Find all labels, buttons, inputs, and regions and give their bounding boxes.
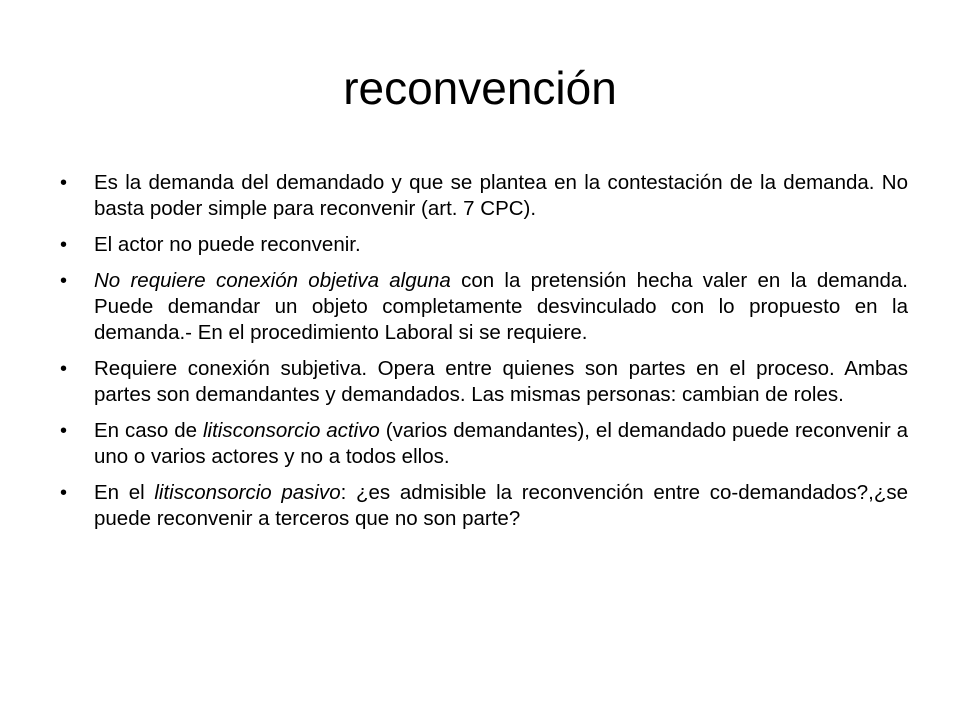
bullet-item <box>58 268 908 346</box>
bullet-item <box>58 356 908 408</box>
bullet-text-italic: litisconsorcio activo <box>203 419 380 442</box>
bullet-item <box>58 170 908 222</box>
bullet-item <box>58 418 908 470</box>
bullet-text-segment: (varios demandantes), el demandado puede reconvenir a uno o varios actores y no a todos ellos. <box>94 419 909 468</box>
bullet-dot-icon: • <box>60 270 68 292</box>
bullet-dot-icon: • <box>60 172 68 194</box>
bullet-text <box>94 269 908 344</box>
bullet-text <box>94 171 908 220</box>
bullet-text-segment: El actor no puede reconvenir. <box>94 233 361 256</box>
bullet-text-segment: Requiere conexión subjetiva. Opera entre quienes son partes en el proceso. Ambas partes son demandantes y demandados. Las mismas personas: cambian de roles. <box>94 357 908 406</box>
bullet-text <box>94 419 908 468</box>
bullet-text <box>94 481 908 530</box>
slide-title: reconvención <box>343 62 617 114</box>
bullet-text-segment: Es la demanda del demandado y que se plantea en la contestación de la demanda. No basta poder simple para reconvenir (art. 7 CPC). <box>94 171 908 220</box>
bullet-text <box>94 233 361 256</box>
bullet-dot-icon: • <box>60 420 68 442</box>
bullet-text-segment: En el <box>94 481 155 504</box>
bullet-text-italic: No requiere conexión objetiva alguna <box>94 269 451 292</box>
bullet-text-segment: con la pretensión hecha valer en la demanda. Puede demandar un objeto completamente desvinculado con lo propuesto en la demanda.- En el procedimiento Laboral si se requiere. <box>94 269 908 344</box>
bullet-dot-icon: • <box>60 482 68 504</box>
bullet-item <box>58 232 908 258</box>
bullet-text-italic: litisconsorcio pasivo <box>154 481 341 504</box>
bullet-dot-icon: • <box>60 234 68 256</box>
bullet-item <box>58 480 908 532</box>
bullet-list <box>58 170 908 542</box>
bullet-text <box>94 357 908 406</box>
bullet-text-segment: En caso de <box>94 419 203 442</box>
bullet-dot-icon: • <box>60 358 68 380</box>
bullet-text-segment: : ¿es admisible la reconvención entre co-demandados?,¿se puede reconvenir a terceros que no son parte? <box>94 481 908 530</box>
